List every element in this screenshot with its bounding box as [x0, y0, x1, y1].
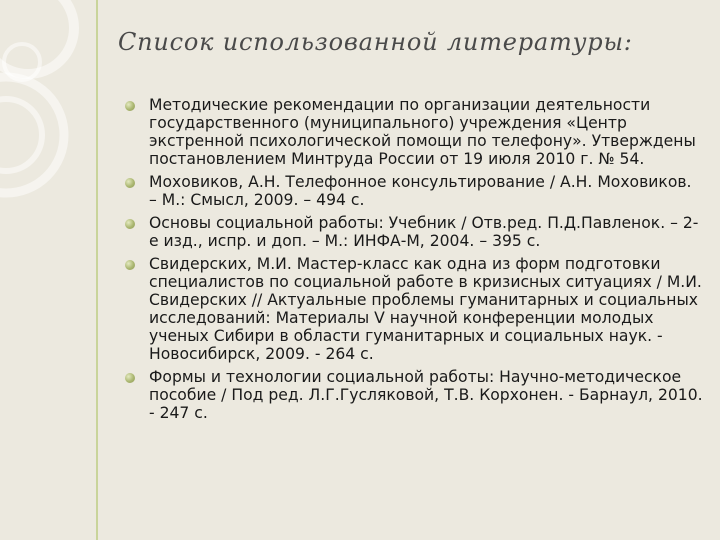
list-item: [124, 96, 704, 168]
reference-text: Методические рекомендации по организации деятельности государственного (муниципального) учреждения «Центр экстренной психологической помощи по телефону». Утверждены постановлением Минтруда России от 19 июля 2010 г. № 54.: [149, 96, 696, 168]
deco-circle-ring-outer: [0, 77, 64, 193]
list-item: [124, 214, 704, 250]
deco-circle-ring-inner: [0, 99, 42, 171]
list-item: [124, 173, 704, 209]
bullet-dot-icon: [125, 373, 135, 383]
bullet-dot-icon: [125, 219, 135, 229]
bullet-dot-icon: [125, 178, 135, 188]
reference-text: Основы социальной работы: Учебник / Отв.ред. П.Д.Павленок. – 2-е изд., испр. и доп. – М.: ИНФА-М, 2004. – 395 с.: [149, 214, 699, 250]
reference-text: Моховиков, А.Н. Телефонное консультирование / А.Н. Моховиков. – М.: Смысл, 2009. – 494 с.: [149, 173, 692, 209]
list-item: [124, 368, 704, 422]
bullet-dot-icon: [125, 260, 135, 270]
reference-text: Свидерских, М.И. Мастер-класс как одна из форм подготовки специалистов по социальной работе в кризисных ситуациях / М.И. Свидерских // Актуальные проблемы гуманитарных и социальных исследований: Материалы V научной конференции молодых ученых Сибири в области гуманитарных и социальных наук. - Новосибирск, 2009. - 264 с.: [149, 255, 702, 363]
list-item: [124, 255, 704, 363]
bullet-dot-icon: [125, 101, 135, 111]
reference-text: Формы и технологии социальной работы: Научно-методическое пособие / Под ред. Л.Г.Гусляковой, Т.В. Корхонен. - Барнаул, 2010. - 247 с.: [149, 368, 703, 422]
deco-circle-top: [0, 0, 74, 74]
page-title: Список использованной литературы:: [118, 28, 633, 56]
reference-list: [124, 96, 704, 422]
